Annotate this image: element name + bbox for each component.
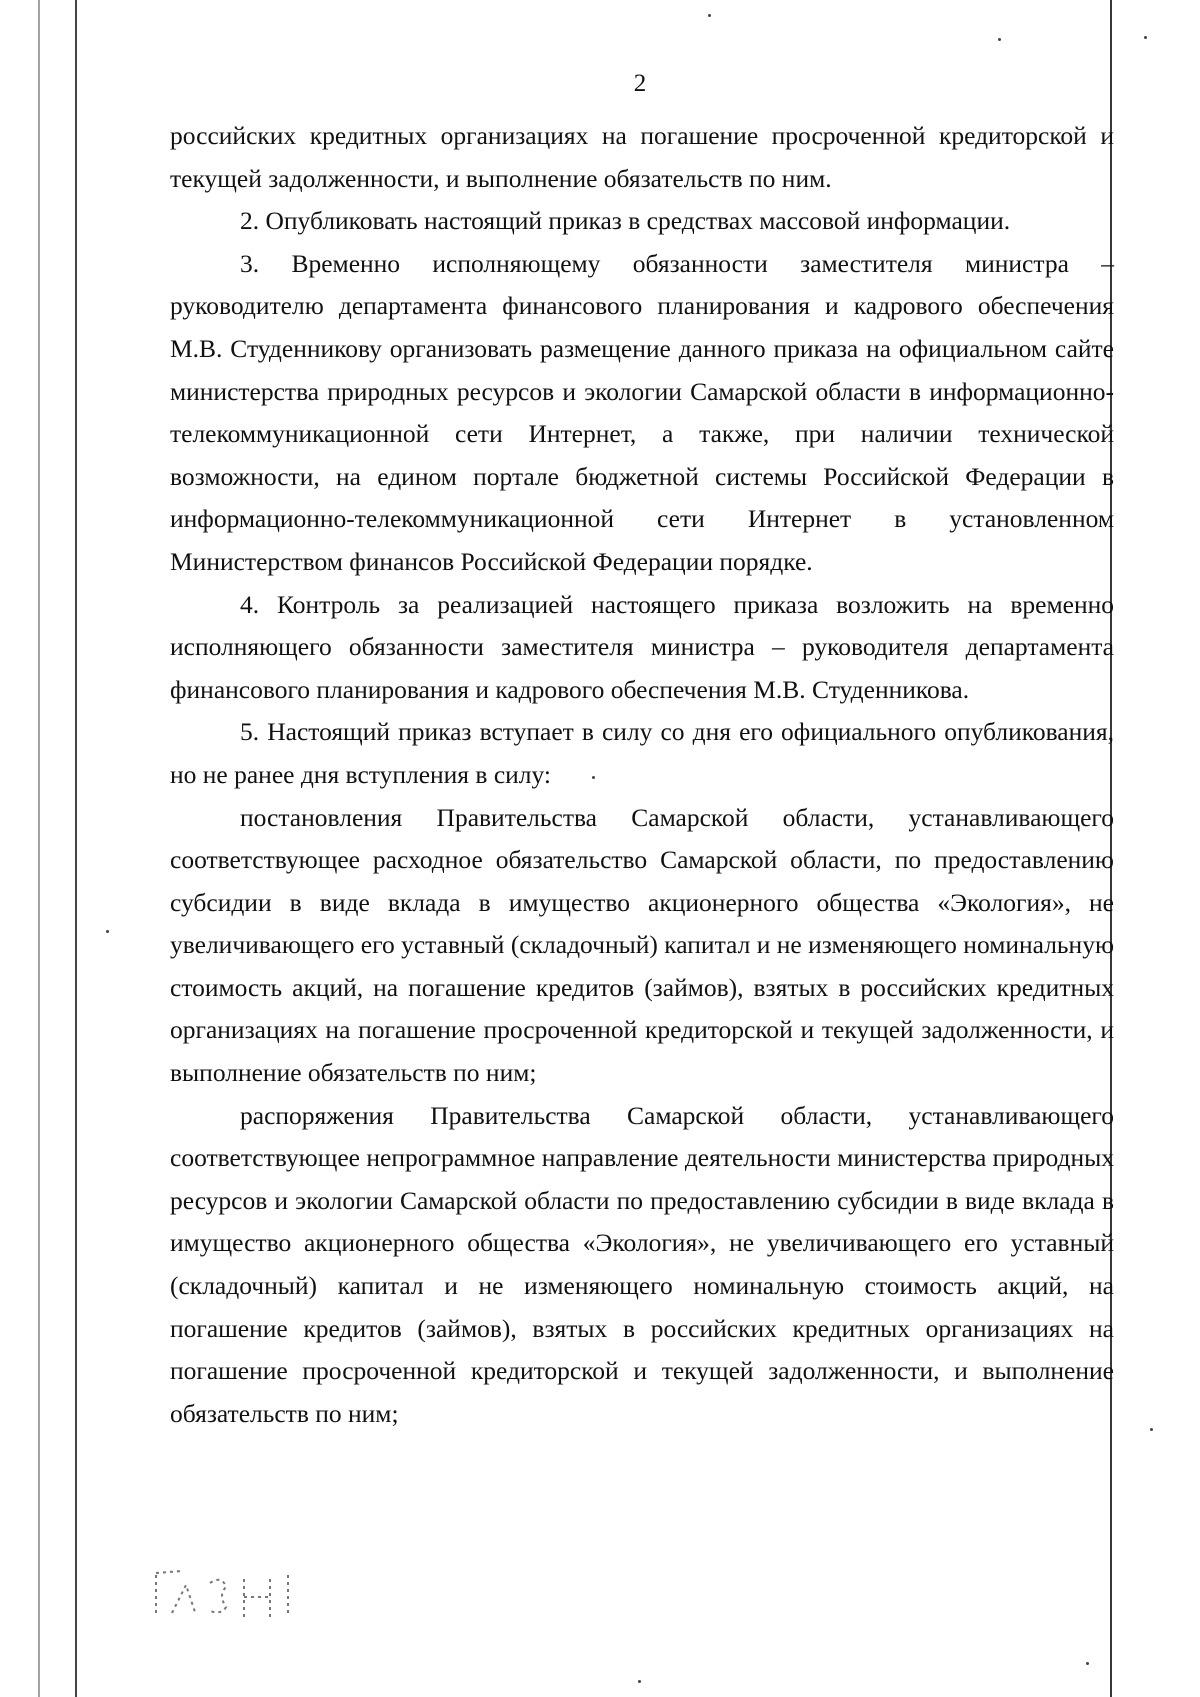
scan-speck [638,1680,641,1683]
paragraph-condition-order: распоряжения Правительства Самарской области, устанавливающего соответствующее непрограммное направление деятельности министерства природных ресурсов и экологии Самарской области по предоставлению субсидии в виде вклада в имущество акционерного общества «Экология», не увеличивающего его уставный (складочный) капитал и не изменяющего номинальную стоимость акций, на погашение кредитов (займов), взятых в российских кредитных организациях на погашение просроченной кредиторской и текущей задолженности, и выполнение обязательств по ним; [170,1100,1114,1428]
scan-speck [998,38,1001,41]
scan-speck [1150,1428,1153,1431]
scan-speck [1086,1662,1089,1665]
scan-edge-margin-line [75,0,77,1697]
paragraph-item-5: 5. Настоящий приказ вступает в силу со дня его официального опубликования, но не ранее дня вступления в силу: [170,717,1114,789]
paragraph-item-2: 2. Опубликовать настоящий приказ в средствах массовой информации. [240,206,1011,236]
scan-speck [106,930,109,933]
page-number: 2 [633,70,647,97]
document-body [170,115,1114,1435]
paragraph-condition-resolution: постановления Правительства Самарской области, устанавливающего соответствующее расходное обязательство Самарской области, по предоставлению субсидии в виде вклада в имущество акционерного общества «Экология», не увеличивающего его уставный (складочный) капитал и не изменяющего номинальную стоимость акций, на погашение кредитов (займов), взятых в российских кредитных организациях на погашение просроченной кредиторской и текущей задолженности, и выполнение обязательств по ним; [170,802,1114,1088]
paragraph-continuation: российских кредитных организациях на погашение просроченной кредиторской и текущей задолженности, и выполнение обязательств по ним. [170,121,1114,193]
scan-speck [592,776,595,779]
scan-edge-left [38,0,40,1697]
paragraph-item-3: 3. Временно исполняющему обязанности заместителя министра – руководителю департамента финансового планирования и кадрового обеспечения М.В. Студенникову организовать размещение данного приказа на официальном сайте министерства природных ресурсов и экологии Самарской области в информационно-телекоммуникационной сети Интернет, а также, при наличии технической возможности, на едином портале бюджетной системы Российской Федерации в информационно-телекоммуникационной сети Интернет в установленном Министерством финансов Российской Федерации порядке. [170,248,1114,576]
initials-stamp-icon [152,1565,322,1627]
scan-speck [1144,36,1147,39]
scan-speck [708,14,711,17]
paragraph-item-4: 4. Контроль за реализацией настоящего приказа возложить на временно исполняющего обязанности заместителя министра – руководителя департамента финансового планирования и кадрового обеспечения М.В. Студенникова. [170,589,1114,704]
